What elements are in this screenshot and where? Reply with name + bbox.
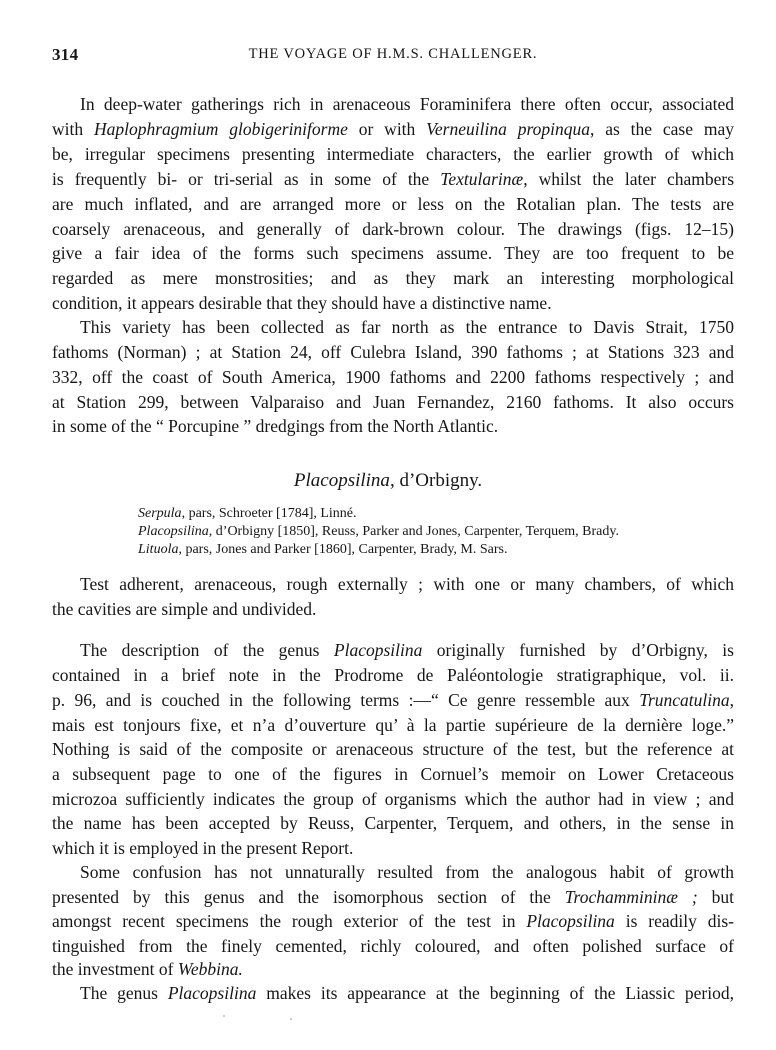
text-run: makes its appearance at the beginning of the Liassic period,	[256, 983, 734, 1003]
text-run: , d’Orbigny [1850], Reuss, Parker and Jones, Carpenter, Terquem, Brady.	[208, 524, 619, 539]
text-line	[52, 266, 734, 290]
scan-speck	[290, 1018, 292, 1020]
text-run: Nothing is said of the composite or arenaceous structure of the test, but the reference at	[52, 739, 734, 759]
text-run: This variety has been collected as far north as the entrance to Davis Strait, 1750	[80, 317, 734, 337]
italic-text-run: Serpula	[138, 506, 182, 521]
text-line	[52, 957, 734, 981]
text-line	[52, 142, 734, 166]
italic-text-run: Placopsilina	[167, 983, 257, 1003]
text-line	[52, 597, 734, 621]
text-run: but	[697, 887, 734, 907]
text-line	[52, 762, 734, 786]
text-line	[52, 885, 734, 909]
text-line	[52, 811, 734, 835]
text-run: which it is employed in the present Report.	[52, 838, 354, 858]
text-run: amongst recent specimens the rough exterior of the test in	[52, 911, 527, 931]
text-run: Some confusion has not unnaturally resulted from the analogous habit of growth	[80, 862, 734, 882]
synonymy-entry	[138, 541, 507, 559]
text-run: contained in a brief note in the Prodrome de Paléontologie stratigraphique, vol. ii.	[52, 665, 734, 685]
italic-text-run: Placopsilina	[138, 524, 209, 539]
text-line	[80, 638, 734, 662]
text-run: in some of the “ Porcupine ” dredgings from the North Atlantic.	[52, 416, 499, 436]
italic-text-run: Webbina.	[177, 959, 243, 979]
italic-text-run: Verneuilina propinqua	[426, 119, 590, 139]
text-line	[52, 192, 734, 216]
page-header	[52, 45, 734, 69]
genus-author: , d’Orbigny.	[389, 470, 483, 491]
text-run: presented by this genus and the isomorphous section of the	[52, 887, 565, 907]
text-line	[52, 737, 734, 761]
text-line	[52, 365, 734, 389]
synonymy-entry	[138, 523, 619, 541]
text-run: , as the case may	[589, 119, 734, 139]
text-run: , pars, Schroeter [1784], Linné.	[181, 506, 357, 521]
text-line	[52, 390, 734, 414]
text-line	[52, 663, 734, 687]
text-line	[80, 315, 734, 339]
text-line	[52, 713, 734, 737]
scan-speck	[223, 1015, 225, 1017]
text-run: tinguished from the finely cemented, richly coloured, and often polished surface of	[52, 936, 734, 956]
italic-text-run: Trochammininæ ;	[564, 887, 698, 907]
text-run: microzoa sufficiently indicates the group of organisms which the author had in view ; and	[52, 789, 734, 809]
text-run: ,	[729, 690, 734, 710]
text-run: condition, it appears desirable that they should have a distinctive name.	[52, 293, 552, 313]
text-line	[52, 787, 734, 811]
text-run: are much inflated, and are arranged more or less on the Rotalian plan. The tests are	[52, 194, 734, 214]
text-line	[52, 217, 734, 241]
text-run: a subsequent page to one of the figures in Cornuel’s memoir on Lower Cretaceous	[52, 764, 734, 784]
text-run: p. 96, and is couched in the following terms :—“ Ce genre ressemble aux	[52, 690, 640, 710]
text-run: originally furnished by d’Orbigny, is	[422, 640, 734, 660]
text-line	[52, 117, 734, 141]
synonymy-entry	[138, 505, 357, 523]
italic-text-run: Haplophragmium globigeriniforme	[93, 119, 348, 139]
text-run: The genus	[80, 983, 168, 1003]
text-run: the investment of	[52, 959, 178, 979]
text-run: regarded as mere monstrosities; and as they mark an interesting morphological	[52, 268, 734, 288]
text-run: coarsely arenaceous, and generally of dark-brown colour. The drawings (figs. 12–15)	[52, 219, 734, 239]
text-run: is frequently bi- or tri-serial as in some of the	[52, 169, 441, 189]
text-line	[80, 860, 734, 884]
text-run: with	[52, 119, 94, 139]
text-line	[80, 981, 734, 1005]
text-run: , whilst the later chambers	[523, 169, 734, 189]
text-line	[52, 291, 734, 315]
text-line	[52, 414, 734, 438]
italic-text-run: Placopsilina	[333, 640, 423, 660]
text-run: In deep-water gatherings rich in arenaceous Foraminifera there often occur, associated	[80, 94, 734, 114]
italic-text-run: Lituola	[138, 542, 179, 557]
text-line	[52, 241, 734, 265]
text-run: is readily dis-	[614, 911, 734, 931]
text-run: The description of the genus	[80, 640, 334, 660]
text-line	[52, 167, 734, 191]
text-run: give a fair idea of the forms such specimens assume. They are too frequent to be	[52, 243, 734, 263]
text-line	[52, 340, 734, 364]
text-run: or with	[347, 119, 427, 139]
text-line	[80, 572, 734, 596]
text-run: , pars, Jones and Parker [1860], Carpenter, Brady, M. Sars.	[178, 542, 508, 557]
text-run: be, irregular specimens presenting intermediate characters, the earlier growth of which	[52, 144, 734, 164]
italic-text-run: Textularinæ	[440, 169, 524, 189]
genus-heading	[0, 468, 776, 494]
italic-text-run: Placopsilina	[526, 911, 615, 931]
text-run: fathoms (Norman) ; at Station 24, off Culebra Island, 390 fathoms ; at Stations 323 and	[52, 342, 734, 362]
text-run: at Station 299, between Valparaiso and Juan Fernandez, 2160 fathoms. It also occurs	[52, 392, 734, 412]
text-run: the cavities are simple and undivided.	[52, 599, 317, 619]
text-run: 332, off the coast of South America, 1900 fathoms and 2200 fathoms respectively ; and	[52, 367, 734, 387]
text-run: the name has been accepted by Reuss, Carpenter, Terquem, and others, in the sense in	[52, 813, 734, 833]
page-number: 314	[52, 45, 79, 64]
italic-text-run: Truncatulina	[639, 690, 730, 710]
running-title: THE VOYAGE OF H.M.S. CHALLENGER.	[248, 46, 538, 62]
text-run: Test adherent, arenaceous, rough externally ; with one or many chambers, of which	[80, 574, 734, 594]
genus-name: Placopsilina	[293, 470, 390, 491]
text-line	[52, 909, 734, 933]
text-line	[52, 688, 734, 712]
text-line	[52, 934, 734, 958]
text-run: mais est tonjours fixe, et n’a d’ouverture qu’ à la partie supérieure de la dernière loge.”	[52, 715, 734, 735]
text-line	[52, 836, 734, 860]
text-line	[80, 92, 734, 116]
